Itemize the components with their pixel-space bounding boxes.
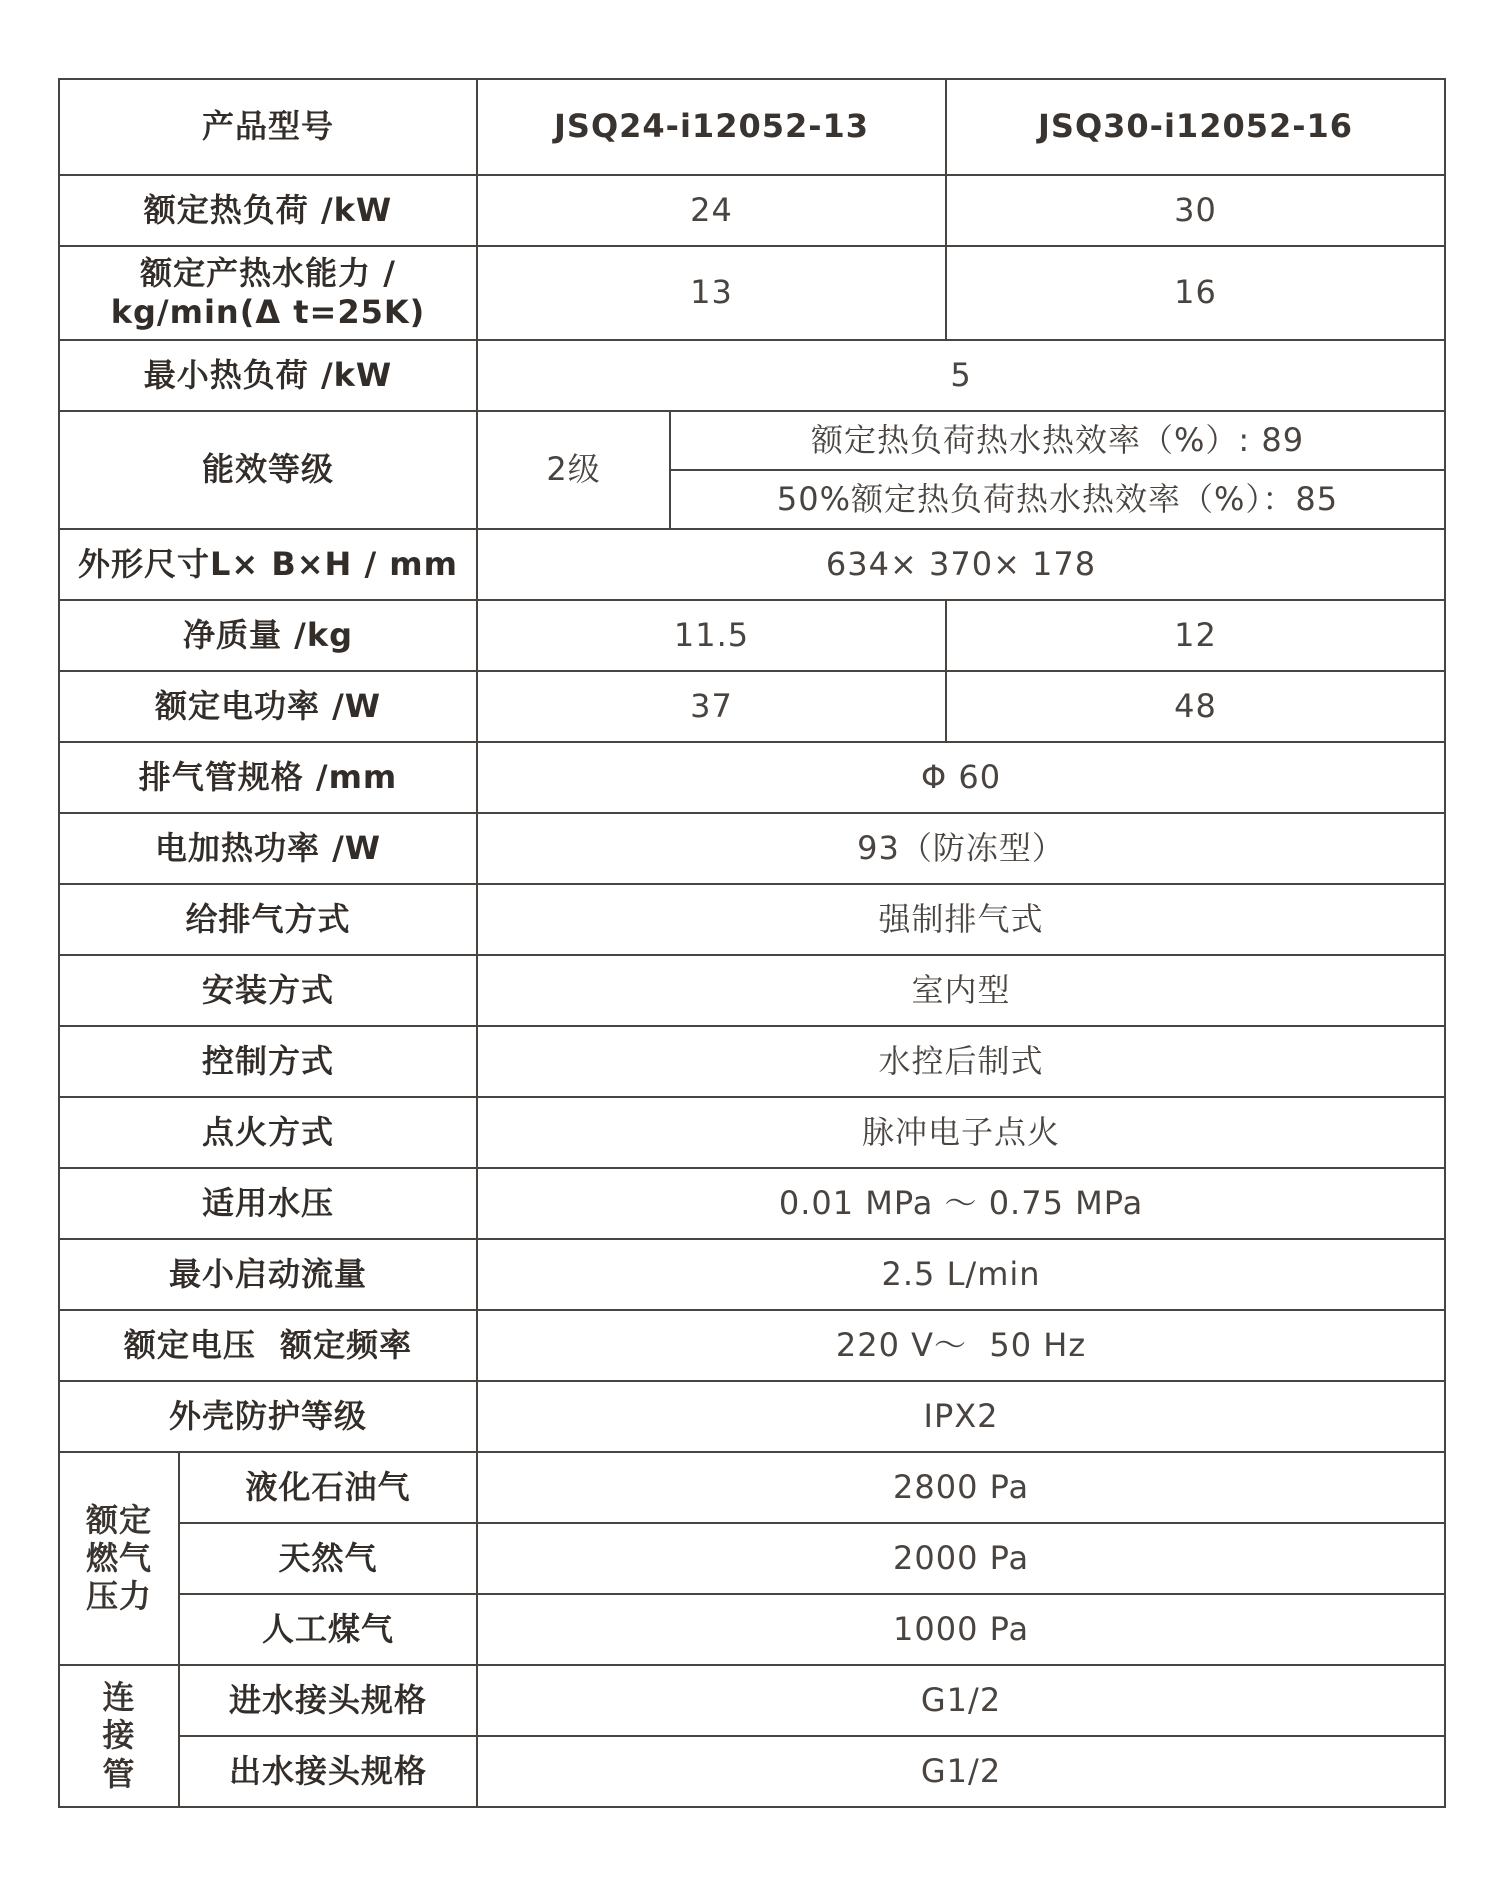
value-efficiency-line1: 额定热负荷热水热效率（%）: 89 [670, 411, 1445, 470]
label-min-heat-load: 最小热负荷 /kW [59, 340, 477, 411]
row-min-flow [59, 1239, 1445, 1310]
value-exhaust-pipe: Φ 60 [477, 742, 1445, 813]
row-install-mode [59, 955, 1445, 1026]
label-outlet: 出水接头规格 [179, 1736, 477, 1807]
value-voltage-freq: 220 V～ 50 Hz [477, 1310, 1445, 1381]
value-inlet: G1/2 [477, 1665, 1445, 1736]
row-gas-artificial [59, 1594, 1445, 1665]
label-gas-pressure-group: 额定燃气压力 [85, 1500, 152, 1616]
label-electric-heating: 电加热功率 /W [59, 813, 477, 884]
group-connection [59, 1665, 179, 1807]
row-min-heat-load [59, 340, 1445, 411]
label-inlet: 进水接头规格 [179, 1665, 477, 1736]
row-outlet [59, 1736, 1445, 1807]
row-inlet [59, 1665, 1445, 1736]
value-rated-hot-water-b: 16 [946, 246, 1445, 340]
header-label: 产品型号 [59, 79, 477, 175]
value-min-flow: 2.5 L/min [477, 1239, 1445, 1310]
row-rated-heat-load [59, 175, 1445, 246]
value-rated-heat-load-a: 24 [477, 175, 946, 246]
row-ignition-mode [59, 1097, 1445, 1168]
row-protection [59, 1381, 1445, 1452]
label-gas-lpg: 液化石油气 [179, 1452, 477, 1523]
label-exhaust-pipe: 排气管规格 /mm [59, 742, 477, 813]
row-control-mode [59, 1026, 1445, 1097]
label-dimensions: 外形尺寸L× B×H / mm [59, 529, 477, 600]
row-rated-hot-water [59, 246, 1445, 340]
value-exhaust-mode: 强制排气式 [477, 884, 1445, 955]
row-electric-heating [59, 813, 1445, 884]
value-outlet: G1/2 [477, 1736, 1445, 1807]
label-rated-power: 额定电功率 /W [59, 671, 477, 742]
header-row [59, 79, 1445, 175]
model-b: JSQ30-i12052-16 [946, 79, 1445, 175]
value-net-weight-a: 11.5 [477, 600, 946, 671]
value-gas-lpg: 2800 Pa [477, 1452, 1445, 1523]
label-protection: 外壳防护等级 [59, 1381, 477, 1452]
value-rated-hot-water-a: 13 [477, 246, 946, 340]
label-exhaust-mode: 给排气方式 [59, 884, 477, 955]
value-rated-power-a: 37 [477, 671, 946, 742]
row-gas-natural [59, 1523, 1445, 1594]
row-voltage-freq [59, 1310, 1445, 1381]
row-gas-lpg [59, 1452, 1445, 1523]
value-rated-heat-load-b: 30 [946, 175, 1445, 246]
label-rated-hot-water [59, 246, 477, 340]
row-net-weight [59, 600, 1445, 671]
model-a: JSQ24-i12052-13 [477, 79, 946, 175]
value-gas-artificial: 1000 Pa [477, 1594, 1445, 1665]
label-efficiency: 能效等级 [59, 411, 477, 529]
value-protection: IPX2 [477, 1381, 1445, 1452]
label-gas-artificial: 人工煤气 [179, 1594, 477, 1665]
group-gas-pressure [59, 1452, 179, 1665]
row-water-pressure [59, 1168, 1445, 1239]
label-rated-hot-water-line1: 额定产热水能力 / [140, 253, 396, 292]
label-net-weight: 净质量 /kg [59, 600, 477, 671]
value-rated-power-b: 48 [946, 671, 1445, 742]
value-electric-heating: 93（防冻型） [477, 813, 1445, 884]
value-water-pressure: 0.01 MPa ～ 0.75 MPa [477, 1168, 1445, 1239]
value-gas-natural: 2000 Pa [477, 1523, 1445, 1594]
value-ignition-mode: 脉冲电子点火 [477, 1097, 1445, 1168]
row-efficiency-1 [59, 411, 1445, 470]
label-min-flow: 最小启动流量 [59, 1239, 477, 1310]
value-dimensions: 634× 370× 178 [477, 529, 1445, 600]
label-control-mode: 控制方式 [59, 1026, 477, 1097]
row-exhaust-pipe [59, 742, 1445, 813]
value-min-heat-load: 5 [477, 340, 1445, 411]
row-exhaust-mode [59, 884, 1445, 955]
value-efficiency-line2: 50%额定热负荷热水热效率（%）：85 [670, 470, 1445, 529]
value-control-mode: 水控后制式 [477, 1026, 1445, 1097]
label-ignition-mode: 点火方式 [59, 1097, 477, 1168]
label-install-mode: 安装方式 [59, 955, 477, 1026]
value-efficiency-grade: 2级 [477, 411, 670, 529]
label-voltage-freq: 额定电压 额定频率 [59, 1310, 477, 1381]
row-dimensions [59, 529, 1445, 600]
value-net-weight-b: 12 [946, 600, 1445, 671]
label-rated-hot-water-line2: kg/min(Δ t=25K) [110, 293, 426, 331]
label-rated-heat-load: 额定热负荷 /kW [59, 175, 477, 246]
label-gas-natural: 天然气 [179, 1523, 477, 1594]
label-water-pressure: 适用水压 [59, 1168, 477, 1239]
label-connection-group: 连接管 [102, 1678, 136, 1793]
row-rated-power [59, 671, 1445, 742]
spec-table [58, 78, 1446, 1808]
value-install-mode: 室内型 [477, 955, 1445, 1026]
